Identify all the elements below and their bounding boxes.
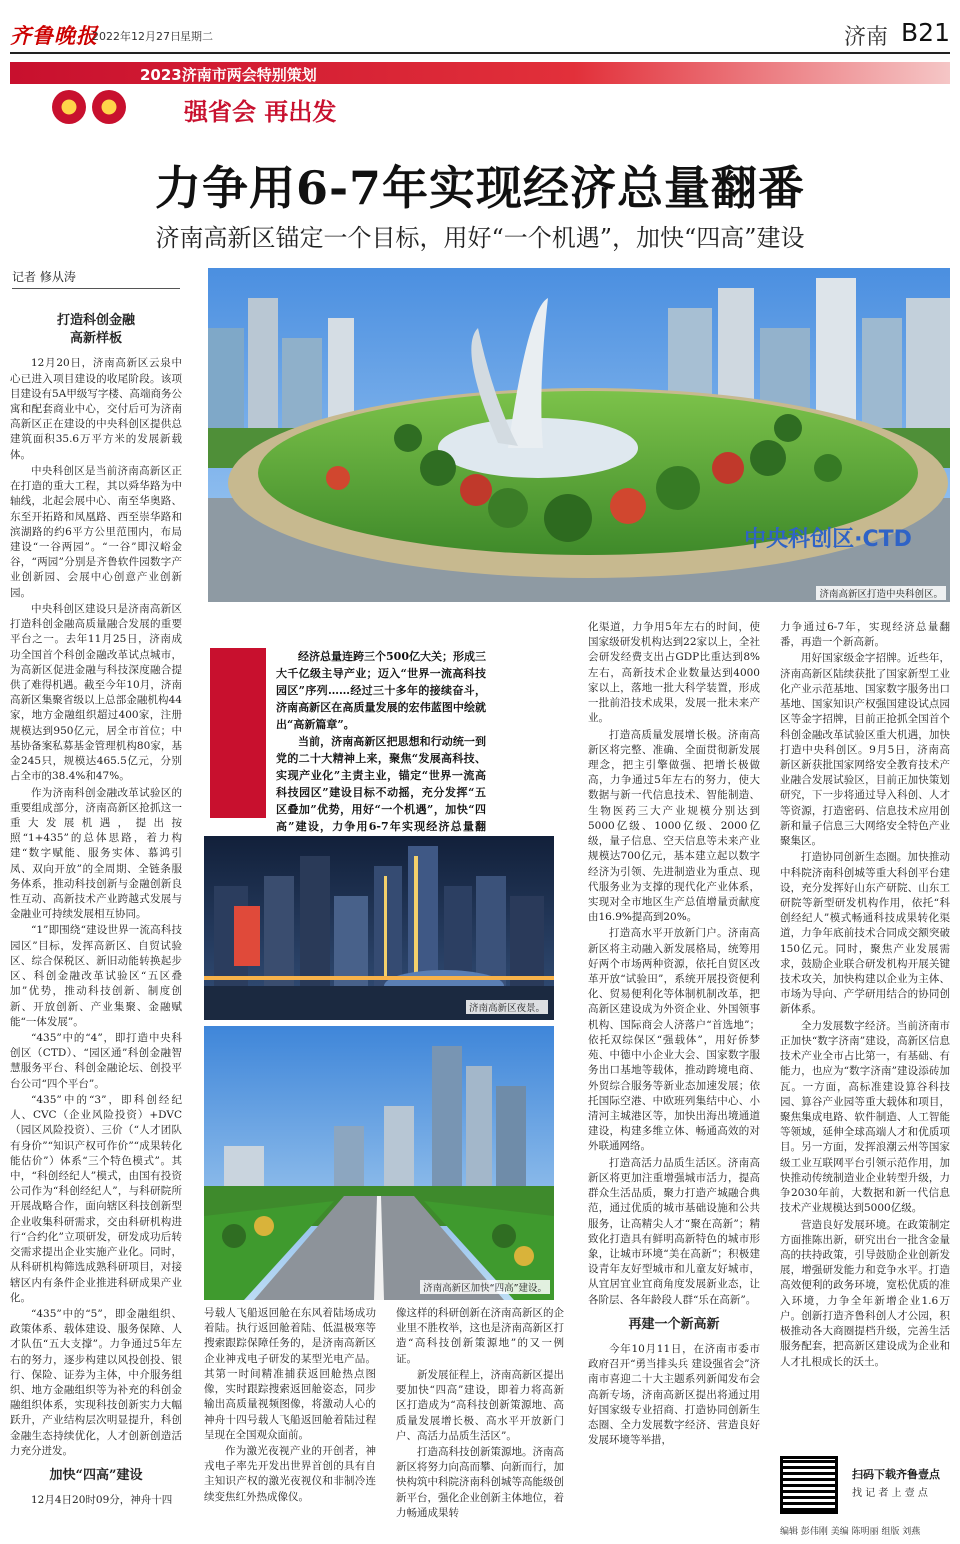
special-banner [10,62,950,84]
qr-label: 扫码下载齐鲁壹点 [852,1468,940,1481]
lead-paragraph [276,648,486,853]
section-name: 济南 [843,25,888,50]
masthead: 齐鲁晚报 [10,23,98,48]
main-photo [208,268,950,602]
article-column-2: 号载人飞船返回舱在东风着陆场成功着陆。执行返回舱着陆、低温极寒等搜索跟踪保障任务的，是济南高新区企业神戎电子研发的某型光电产品。其第一时间精准捕获返回舱热点图像，实时跟踪搜索返回舱姿态，同步输出高质量视频图像，将激动人心的神舟十四号载人飞船返回舱着陆过程呈现在全国观众面前。 作为激光夜视产业的开创者，神戎电子率先开发出世界首创的具有自主知识产权的激光夜视仪和非制冷连续变焦红外热成像仪。 [204,1307,376,1503]
qr-sublabel: 找 记 者 上 壹 点 [852,1488,928,1499]
article-column-3: 像这样的科研创新在济南高新区的企业里不胜枚举，这也是济南高新区打造“高科技创新策源地”的又一例证。 新发展征程上，济南高新区提出要加快“四高”建设，即着力将高新区打造成为“高科技创新策源地、高质量发展增长极、高水平开放新门户、高活力品质生活区”。 打造高科技创新策源地。济南高新区将努力向高而攀、向新而行，加快构筑中科院济南科创城等高能级创新平台，强化企业创新主体地位，着力畅通成果转 [396,1307,564,1519]
byline: 记者 修从涛 [12,270,76,284]
main-photo-caption: 济南高新区打造中央科创区。 [816,586,946,600]
issue-date: 2022年12月27日 [92,30,181,43]
day-photo-caption: 济南高新区加快“四高”建设。 [420,1280,550,1294]
article-column-1: 打造科创金融 高新样板 12月20日，济南高新区云泉中心已进入项目建设的收尾阶段。该项目建设有5A甲级写字楼、高端商务公寓和配套商业中心，交付后可为济南高新区正在建设的中央科创区提供总建筑面积35.6万平方米的发展新载体。 中央科创区是当前济南高新区正在打造的重大工程，其以舜华路为中轴线，北起会展中心、南至华奥路、东至开拓路和凤凰路、西至崇华路和滨湖路的约6平方公里范围内，布局建设“一谷两园”。“一谷”即汉峪金谷，“两园”分别是齐鲁软件园数字产业创新园、会展中心创意产业创新园。 中央科创区建设只是济南高新区打造科创金融高质量融合发展的重要平台之一。去年11月25日，济南成功全国首个科创金融改革试点城市，为高新区促进金融与科技深度融合提供了难得机遇。截至今年10月，济南高新区集聚省级以上总部金融机构44家，地方金融组织超过400家，注册规模达到950亿元，居全市首位；中基协备案私募基金管理机构80家，基金245只，规模达465.5亿元，分别占全市的38.4%和47%。 作为济南科创金融改革试验区的重要组成部分，济南高新区抢抓这一重大发展机遇，提出按照“1+435”的总体思路，着力构建“数字赋能、服务实体、慕鸿引凤、双向开放”的全周期、全链条服务体系，推动科技创新与金融创新良性互动、高新技术产业跨越式发展与金融业可持续发展相互协同。 “1”即围绕“建设世界一流高科技园区”目标，发挥高新区、自贸试验区、综合保税区、新旧动能转换起步区、科创金融改革试验区“五区叠加”优势，推动科技创新、制度创新、开放创新、产业集聚、金融赋能“一体发展”。 “435”中的“4”，即打造中央科创区（CTD）、“园区通”科创金融智慧服务平台、科创金融论坛、创投平台公司“四个平台”。 “435”中的“3”，即科创经纪人、CVC（企业风险投资）+DVC（园区风险投资）、三价（“人才团队有身价”“知识产权可作价”“成果转化能估价”）体系“三个特色模式”。其中，“科创经纪人”模式，由国有投资公司作为“科创经纪人”，与科研院所开展战略合作，面向辖区科技创新型企业收集科研需求，交由科研机构进行“合约化”立项研发，研发成功后转交需求提出企业实施产业化。同时，从科研机构筛选成熟科研项目，对接辖区内有条件企业推进科研成果产业化。 “435”中的“5”，即金融组织、政策体系、载体建设、服务保障、人才队伍“五大支撑”。力争通过5年左右的努力，逐步构建以风投创投、银行、保险、证券为主体，中介服务组织、地方金融组织等为补充的科创金融组织体系，实现科技创新实力大幅跃升，产业结构层次明显提升，科创金融生态持续优化，人才创新创造活力充分迸发。 加快“四高”建设 12月4日20时09分，神舟十四 [10,313,182,1507]
night-skyline-image [204,836,554,1020]
night-photo [204,836,554,1020]
section-subtitle-3: 再建一个新高新 [628,1316,720,1332]
article-column-5: 力争通过6-7年，实现经济总量翻番，再造一个新高新。 用好国家级金字招牌。近些年，济南高新区陆续获批了国家新型工业化产业示范基地、国家数字服务出口基地、国家知识产权强国建设试点园区等金字招牌，目前正抢抓全国首个科创金融改革试验区重大机遇，加快打造中央科创区。9月5日，济南高新区新获批国家网络安全教育技术产业融合发展试验区，目前正加快策划研究，下一步将通过导入科创、人才等资源，打造密码、信息技术应用创新和量子信息三大网络安全特色产业聚集区。 打造协同创新生态圈。加快推动中科院济南科创城等重大科创平台建设，充分发挥好山东产研院、山东工研院等新型研发机构作用，依托“科创经纪人”模式畅通科技成果转化渠道，力争年底前技术合同成交额突破150亿元。同时，聚焦产业发展需求，鼓励企业联合研发机构开展关键技术攻关，加快构建以企业为主体、市场为导向、产学研用结合的协同创新体系。 全力发展数字经济。当前济南市正加快“数字济南”建设，高新区信息技术产业全市占比第一，有基础、有能力，也应为“数字济南”建设添砖加瓦。一方面，高标准建设算谷科技园、算谷产业园等重大载体和项目，聚焦集成电路、软件制造、人工智能等领域，延伸全球高端人才和优质项目。另一方面，发挥浪潮云州等国家级工业互联网平台引领示范作用，加快推动传统制造业企业转型升级，力争2030年前，大数据和新一代信息技术产业规模达到5000亿级。 营造良好发展环境。在政策制定方面推陈出新，研究出台一批含金量高的扶持政策，引导鼓励企业创新发展，增强研发能力和竞争水平。打造高效便利的政务环境，宽松优质的准入环境，力争全年新增企业1.6万户。创新打造齐鲁科创人才公园，积极推动各大商圈提档升级，完善生活服务配套，把高新区建设成为企业和人才扎根成长的沃土。 [780,621,950,1368]
section-subtitle-1: 打造科创金融 高新样板 [56,313,135,347]
banner-title: 2023济南市两会特别策划 [140,66,317,84]
byline-divider [12,288,180,289]
national-emblem-icon [52,90,86,124]
article-column-4: 化渠道，力争用5年左右的时间，使国家级研发机构达到22家以上，全社会研发经费支出占GDP比重达到8%左右，高新技术企业数量达到4000家以上，落地一批大科学装置，形成一批前沿技术成果，发展一批未来产业。 打造高质量发展增长极。济南高新区将完整、准确、全面贯彻新发展理念，把主引擎做强、把增长极做高，力争通过5年左右的努力，使大数据与新一代信息技术、智能制造、生物医药三大产业规模分别达到5000亿级、1000亿级、2000亿级，量子信息、空天信息等未来产业规模达700亿元，基本建立起以数字经济为引领、先进制造业为重点、现代服务业为支撑的现代化产业体系，实现对全市地区生产总值增量贡献度由16.9%提高到20%。 打造高水平开放新门户。济南高新区将主动融入新发展格局，统筹用好两个市场两种资源，依托自贸区改革开放“试验田”，系统开展投资便利化、贸易便利化等体制机制改革，把高新区建设成为外资企业、外国领事机构、国际商会人济落户“首选地”；依托双综保区“强载体”，用好侨梦苑、中德中小企业大会、国家数字服务出口基地等载体，推动跨境电商、外贸综合服务等新业态加速发展；依托国际空港、中欧班列集结中心、小清河主城港区等，加快出海出境通道建设，构建多维立体、畅通高效的对外联通网络。 打造高活力品质生活区。济南高新区将更加注重增强城市活力，提高群众生活品质，聚力打造产城融合典范，通过优质的城市基础设施和公共服务，让高精尖人才“聚在高新”；精致化打造具有鲜明高新特色的城市形象，让城市环境“美在高新”；积极建设青年友好型城市和儿童友好城市，从宜居宜业宜商角度发展新业态，让各阶层、各年龄段人群“乐在高新”。 再建一个新高新 今年10月11日，在济南市委市政府召开“勇当排头兵 建设强省会”济南市喜迎二十大主题系列新闻发布会高新专场，济南高新区提出将通过用好国家级专业招商、打造协同创新生态圈、全力发展数字经济、营造良好发展环境等举措， [588,621,760,1447]
lead-p2: 当前，济南高新区把思想和行动统一到党的二十大精神上来，聚焦“发展高科技、实现产业化”主责主业，锚定“世界一流高科技园区”建设目标不动摇，充分发挥“五区叠加”优势，用好“一个机遇”，加快“四高”建设，力争用6-7年实现经济总量翻 [276,735,486,834]
day-photo [204,1026,554,1300]
lead-accent-bar [210,648,266,818]
cbd-sign-text: 中央科创区·CTD [744,527,912,552]
section-subtitle-2: 加快“四高”建设 [49,1468,143,1484]
cbd-roundabout-image [208,268,950,602]
party-emblem-icon [92,90,126,124]
editor-credits: 编辑 彭伟刚 美编 陈明丽 组版 刘燕 [780,1527,921,1537]
avenue-skyline-image [204,1026,554,1300]
slogan: 强省会 再出发 [184,97,337,126]
page-number: B21 [901,18,950,47]
issue-weekday: 星期二 [180,30,213,43]
qr-code-icon[interactable] [780,1456,838,1514]
subheadline: 济南高新区锚定一个目标，用好“一个机遇”，加快“四高”建设 [155,224,805,252]
headline: 力争用6-7年实现经济总量翻番 [154,161,806,215]
lead-p1: 经济总量连跨三个500亿大关；形成三大千亿级主导产业；迈入“世界一流高科技园区”序列……经过三十多年的接续奋斗，济南高新区在高质量发展的宏伟蓝图中绘就出“高新篇章”。 [276,650,486,732]
night-photo-caption: 济南高新区夜景。 [466,1000,548,1014]
page-header [10,18,950,54]
